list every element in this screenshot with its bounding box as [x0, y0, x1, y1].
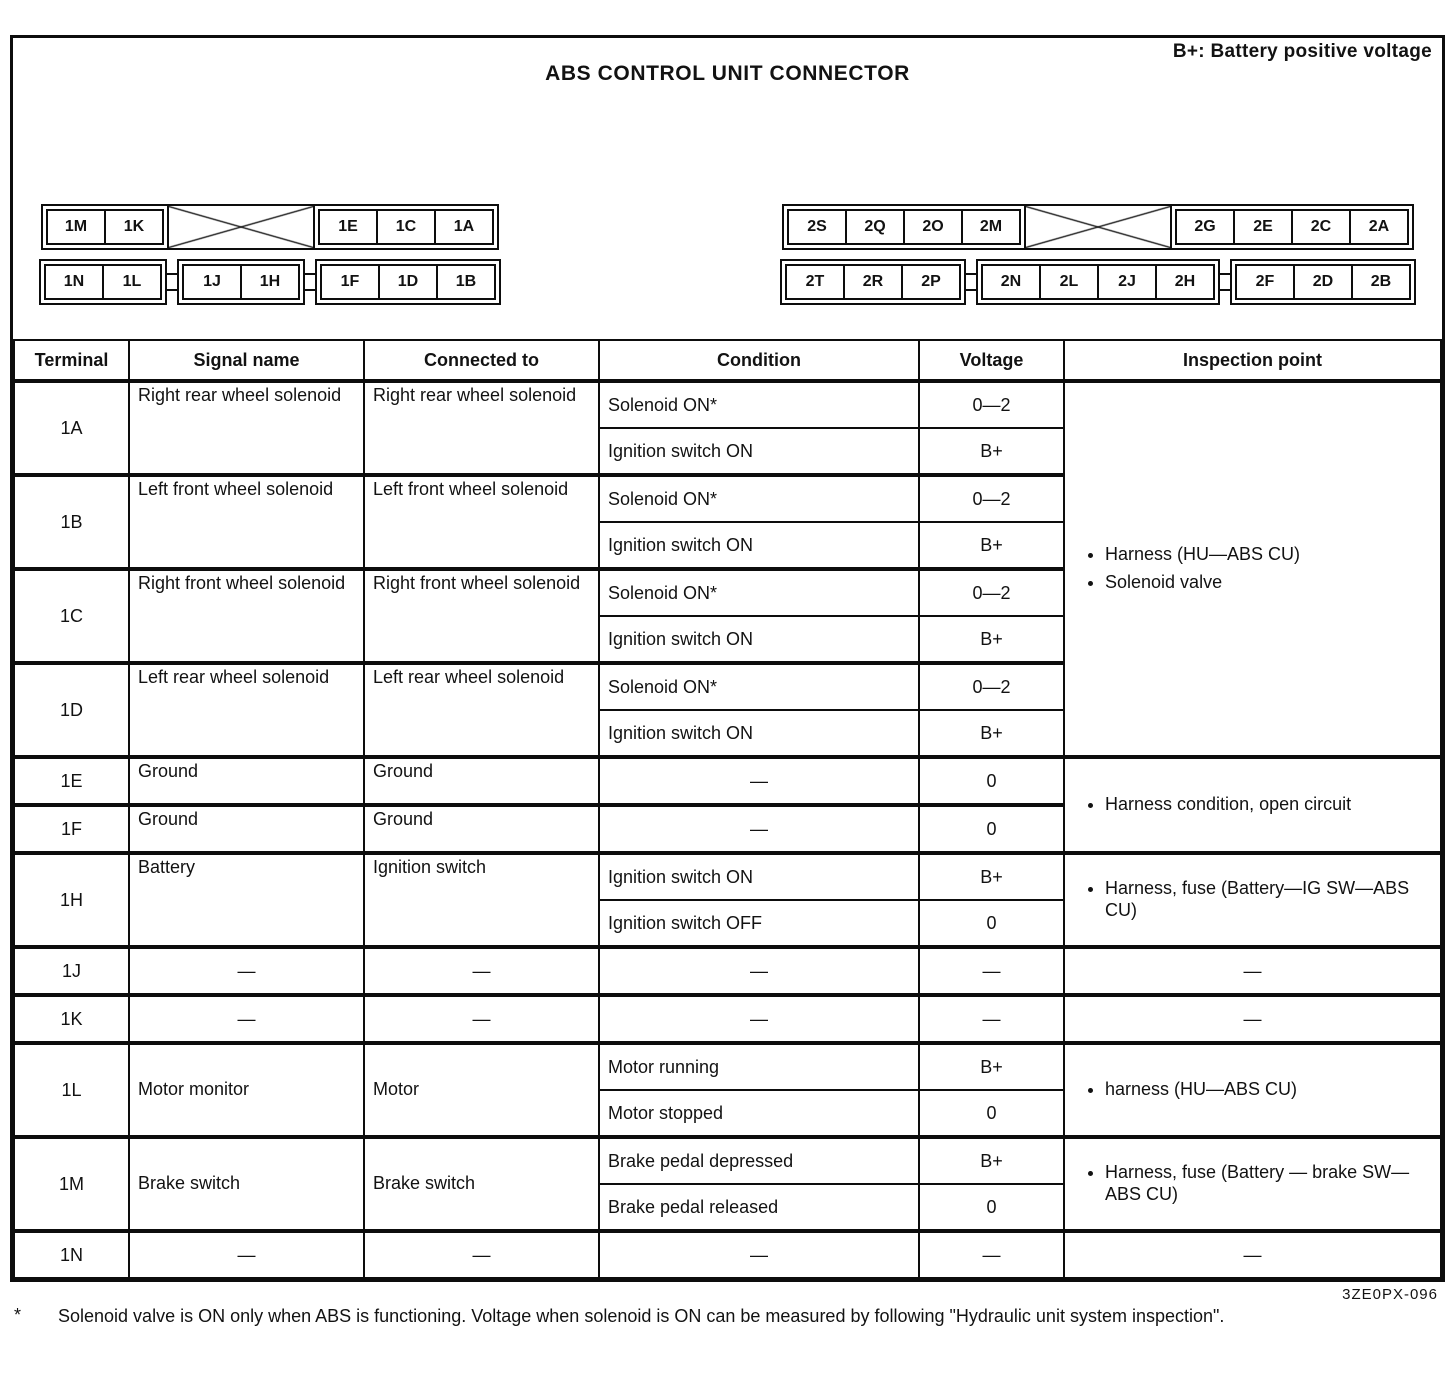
abs-connector-1	[39, 204, 501, 305]
signal-cell: Left rear wheel solenoid	[129, 663, 364, 757]
voltage-cell: 0—2	[919, 569, 1064, 616]
table-row	[14, 1137, 1441, 1184]
connector-diagrams	[13, 204, 1442, 305]
blocked-slot-x-icon	[165, 204, 317, 250]
signal-cell: Left front wheel solenoid	[129, 475, 364, 569]
table-row	[14, 1043, 1441, 1090]
connector-pin: 2E	[1233, 209, 1293, 245]
voltage-cell: 0	[919, 900, 1064, 947]
connector-pin: 2O	[903, 209, 963, 245]
voltage-cell: B+	[919, 616, 1064, 663]
inspection-cell	[1064, 853, 1441, 947]
connector-figure-box	[10, 35, 1445, 1282]
col-header-signal-name: Signal name	[129, 340, 364, 381]
voltage-cell: B+	[919, 1043, 1064, 1090]
pin-group	[41, 204, 169, 250]
pin-group	[177, 259, 305, 305]
connected-cell: —	[364, 1231, 599, 1278]
connected-cell: Right rear wheel solenoid	[364, 381, 599, 475]
col-header-terminal: Terminal	[14, 340, 129, 381]
connected-cell: —	[364, 947, 599, 995]
connected-cell: Left rear wheel solenoid	[364, 663, 599, 757]
signal-cell: —	[129, 947, 364, 995]
signal-cell: Battery	[129, 853, 364, 947]
condition-cell: Solenoid ON*	[599, 663, 919, 710]
voltage-cell: 0—2	[919, 381, 1064, 428]
connector-pin: 1J	[182, 264, 242, 300]
voltage-cell: B+	[919, 710, 1064, 757]
pin-group	[780, 259, 966, 305]
battery-voltage-legend: B+: Battery positive voltage	[1172, 41, 1432, 62]
signal-cell: Ground	[129, 805, 364, 853]
condition-cell: —	[599, 947, 919, 995]
terminal-cell: 1N	[14, 1231, 129, 1278]
terminal-cell: 1J	[14, 947, 129, 995]
connector-pin: 2M	[961, 209, 1021, 245]
voltage-cell: B+	[919, 1137, 1064, 1184]
inspection-item: • harness (HU—ABS CU)	[1105, 1076, 1432, 1104]
pin-group	[976, 259, 1220, 305]
signal-cell: —	[129, 1231, 364, 1278]
pin-group	[1170, 204, 1414, 250]
connector-2-bottom-row	[780, 259, 1416, 305]
connector-pin: 1B	[436, 264, 496, 300]
inspection-item: • Solenoid valve	[1105, 569, 1432, 597]
blocked-slot-x-icon	[1022, 204, 1174, 250]
connector-pin: 1D	[378, 264, 438, 300]
pin-group	[315, 259, 501, 305]
connector-pin: 1N	[44, 264, 104, 300]
voltage-cell: B+	[919, 522, 1064, 569]
connector-pin: 2R	[843, 264, 903, 300]
condition-cell: Solenoid ON*	[599, 381, 919, 428]
condition-cell: —	[599, 995, 919, 1043]
col-header-voltage: Voltage	[919, 340, 1064, 381]
condition-cell: Motor running	[599, 1043, 919, 1090]
inspection-cell: —	[1064, 947, 1441, 995]
condition-cell: Brake pedal released	[599, 1184, 919, 1231]
connected-cell: Brake switch	[364, 1137, 599, 1231]
voltage-cell: —	[919, 947, 1064, 995]
connected-cell: Ground	[364, 805, 599, 853]
connector-1-top-row	[41, 204, 499, 250]
voltage-cell: 0	[919, 1184, 1064, 1231]
voltage-cell: —	[919, 1231, 1064, 1278]
condition-cell: Brake pedal depressed	[599, 1137, 919, 1184]
terminal-cell: 1E	[14, 757, 129, 805]
condition-cell: —	[599, 757, 919, 805]
connector-2-top-row	[782, 204, 1414, 250]
col-header-connected-to: Connected to	[364, 340, 599, 381]
signal-cell: Motor monitor	[129, 1043, 364, 1137]
connected-cell: —	[364, 995, 599, 1043]
terminal-cell: 1C	[14, 569, 129, 663]
connector-pin: 2P	[901, 264, 961, 300]
connector-pin: 1F	[320, 264, 380, 300]
inspection-item: • Harness (HU—ABS CU)	[1105, 541, 1432, 569]
connector-pin: 2L	[1039, 264, 1099, 300]
voltage-cell: 0—2	[919, 663, 1064, 710]
terminal-cell: 1B	[14, 475, 129, 569]
table-row	[14, 757, 1441, 805]
signal-cell: —	[129, 995, 364, 1043]
abs-connector-2	[780, 204, 1416, 305]
table-row	[14, 381, 1441, 428]
condition-cell: Ignition switch ON	[599, 522, 919, 569]
signal-cell: Ground	[129, 757, 364, 805]
terminal-cell: 1A	[14, 381, 129, 475]
signal-cell: Right rear wheel solenoid	[129, 381, 364, 475]
table-header-row	[14, 340, 1441, 381]
voltage-cell: B+	[919, 428, 1064, 475]
table-row	[14, 853, 1441, 900]
footnote-asterisk: *	[14, 1305, 22, 1325]
page-title: ABS CONTROL UNIT CONNECTOR	[545, 62, 910, 85]
connector-pin: 1E	[318, 209, 378, 245]
connector-pin: 2G	[1175, 209, 1235, 245]
condition-cell: Solenoid ON*	[599, 569, 919, 616]
connected-cell: Left front wheel solenoid	[364, 475, 599, 569]
connector-pin: 2N	[981, 264, 1041, 300]
col-header-condition: Condition	[599, 340, 919, 381]
terminal-cell: 1D	[14, 663, 129, 757]
signal-cell: Brake switch	[129, 1137, 364, 1231]
inspection-cell	[1064, 1137, 1441, 1231]
figure-code: 3ZE0PX-096	[1342, 1286, 1438, 1303]
connector-pin: 2B	[1351, 264, 1411, 300]
footnote-text: Solenoid valve is ON only when ABS is functioning. Voltage when solenoid is ON can be measured by following "Hydraulic unit system inspection".	[58, 1306, 1225, 1326]
inspection-cell	[1064, 1043, 1441, 1137]
terminal-cell: 1F	[14, 805, 129, 853]
connector-pin: 2Q	[845, 209, 905, 245]
connector-pin: 2H	[1155, 264, 1215, 300]
signal-cell: Right front wheel solenoid	[129, 569, 364, 663]
connector-pin: 1L	[102, 264, 162, 300]
condition-cell: Ignition switch OFF	[599, 900, 919, 947]
voltage-cell: 0—2	[919, 475, 1064, 522]
connector-pin: 2T	[785, 264, 845, 300]
inspection-item: • Harness, fuse (Battery — brake SW—ABS CU)	[1105, 1159, 1432, 1208]
connector-1-bottom-row	[39, 259, 501, 305]
footnote	[14, 1305, 1444, 1328]
inspection-cell: —	[1064, 1231, 1441, 1278]
table-row	[14, 1231, 1441, 1278]
inspection-cell	[1064, 757, 1441, 853]
table-row	[14, 947, 1441, 995]
voltage-cell: 0	[919, 805, 1064, 853]
pin-group	[39, 259, 167, 305]
pin-group	[313, 204, 499, 250]
connected-cell: Right front wheel solenoid	[364, 569, 599, 663]
condition-cell: Ignition switch ON	[599, 428, 919, 475]
terminal-table	[13, 339, 1442, 1279]
condition-cell: Ignition switch ON	[599, 853, 919, 900]
pin-group	[1230, 259, 1416, 305]
connector-pin: 1M	[46, 209, 106, 245]
connector-pin: 2F	[1235, 264, 1295, 300]
condition-cell: Ignition switch ON	[599, 616, 919, 663]
connector-pin: 1H	[240, 264, 300, 300]
connected-cell: Ignition switch	[364, 853, 599, 947]
connector-pin: 2A	[1349, 209, 1409, 245]
connector-pin: 2C	[1291, 209, 1351, 245]
condition-cell: Solenoid ON*	[599, 475, 919, 522]
condition-cell: Ignition switch ON	[599, 710, 919, 757]
terminal-cell: 1H	[14, 853, 129, 947]
connector-pin: 2J	[1097, 264, 1157, 300]
terminal-cell: 1K	[14, 995, 129, 1043]
inspection-cell	[1064, 381, 1441, 757]
voltage-cell: 0	[919, 757, 1064, 805]
inspection-cell: —	[1064, 995, 1441, 1043]
col-header-inspection-point: Inspection point	[1064, 340, 1441, 381]
table-row	[14, 995, 1441, 1043]
inspection-item: • Harness, fuse (Battery—IG SW—ABS CU)	[1105, 875, 1432, 924]
condition-cell: Motor stopped	[599, 1090, 919, 1137]
connector-pin: 1A	[434, 209, 494, 245]
connected-cell: Motor	[364, 1043, 599, 1137]
pin-group	[782, 204, 1026, 250]
condition-cell: —	[599, 805, 919, 853]
terminal-cell: 1L	[14, 1043, 129, 1137]
voltage-cell: B+	[919, 853, 1064, 900]
voltage-cell: —	[919, 995, 1064, 1043]
voltage-cell: 0	[919, 1090, 1064, 1137]
connector-pin: 1C	[376, 209, 436, 245]
connector-pin: 2D	[1293, 264, 1353, 300]
connected-cell: Ground	[364, 757, 599, 805]
terminal-cell: 1M	[14, 1137, 129, 1231]
connector-pin: 2S	[787, 209, 847, 245]
inspection-item: • Harness condition, open circuit	[1105, 791, 1432, 819]
connector-pin: 1K	[104, 209, 164, 245]
condition-cell: —	[599, 1231, 919, 1278]
